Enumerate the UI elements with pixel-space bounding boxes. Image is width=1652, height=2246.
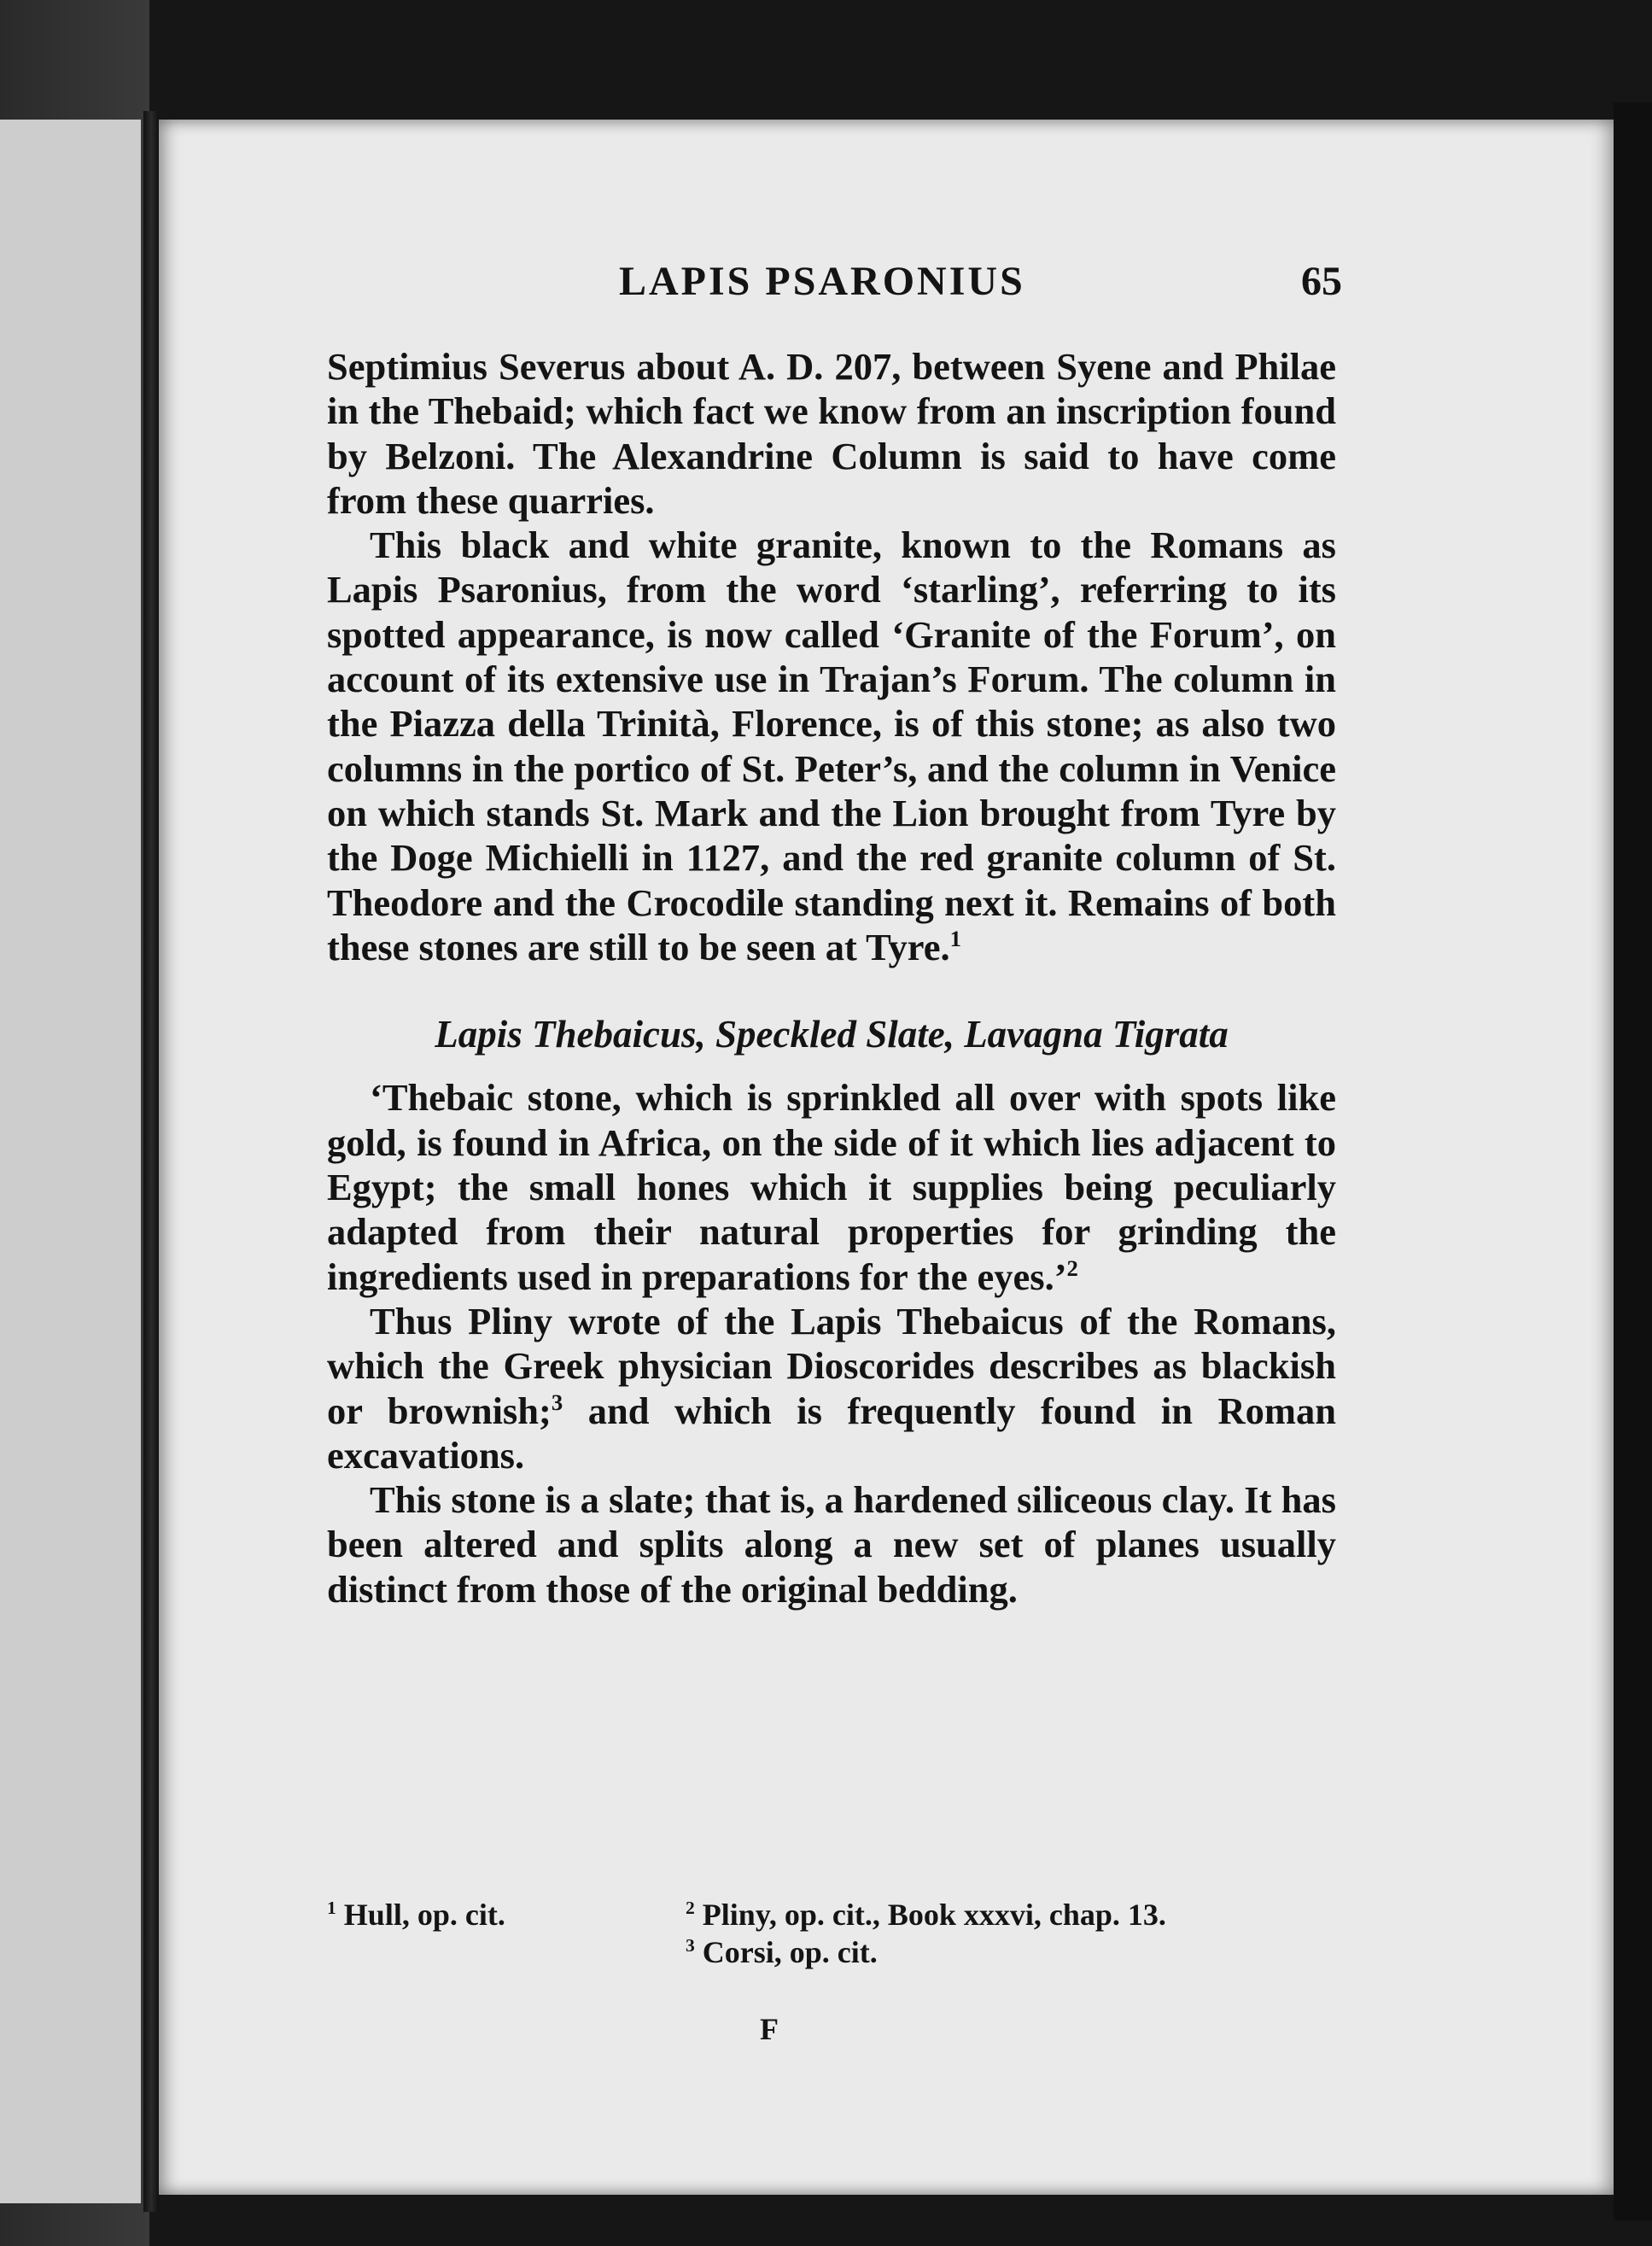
footnote-marker: 3 xyxy=(686,1935,695,1956)
footnote-text: Corsi, op. cit. xyxy=(702,1935,878,1969)
footnote-column-right xyxy=(686,1896,1166,1971)
footnote-marker: 2 xyxy=(686,1898,695,1918)
paragraph-pliny-quote xyxy=(327,1075,1336,1298)
footnote-2 xyxy=(686,1896,1166,1933)
paragraph-continuation: Septimius Severus about A. D. 207, between Syene and Philae in the Thebaid; which fact we know from an inscription found by Belzoni. The Alexandrine Column is said to have come from these quarries. xyxy=(327,345,1336,522)
page-header xyxy=(452,258,1342,318)
footnote-ref-3: 3 xyxy=(551,1389,563,1415)
paragraph-psaronius-text: This black and white granite, known to the Romans as Lapis Psaronius, from the word ‘starling’, referring to its spotted appearance, is now called ‘Granite of the Forum’, on account of its extensive use in Trajan’s Forum. The column in the Piazza della Trinità, Florence, is of this stone; as also two columns in the portico of St. Peter’s, and the column in Venice on which stands St. Mark and the Lion brought from Tyre by the Doge Michielli in 1127, and the red granite column of St. Theodore and the Crocodile standing next it. Remains of both these stones are still to be seen at Tyre. xyxy=(327,523,1336,968)
page-number: 65 xyxy=(1301,259,1342,304)
paragraph-dioscorides xyxy=(327,1299,1336,1477)
paragraph-pliny-quote-text: ‘Thebaic stone, which is sprinkled all over with spots like gold, is found in Africa, on the side of it which lies adjacent to Egypt; the small hones which it supplies being peculiarly adapted from their natural properties for grinding the ingredients used in preparations for the eyes.’ xyxy=(327,1076,1336,1298)
footnote-3 xyxy=(686,1933,1166,1971)
paragraph-slate: This stone is a slate; that is, a hardened siliceous clay. It has been altered and splits along a new set of planes usually distinct from those of the original bedding. xyxy=(327,1478,1336,1611)
book-spine-gutter xyxy=(143,111,159,2212)
section-heading: Lapis Thebaicus, Speckled Slate, Lavagna Tigrata xyxy=(435,1013,1229,1056)
footnote-ref-2: 2 xyxy=(1066,1255,1078,1281)
footnote-column-left xyxy=(327,1896,505,1933)
footnote-text: Pliny, op. cit., Book xxxvi, chap. 13. xyxy=(702,1898,1166,1932)
footnote-marker: 1 xyxy=(327,1898,336,1918)
right-page-edge xyxy=(1614,102,1652,2220)
left-page-sliver xyxy=(0,120,141,2203)
signature-mark: F xyxy=(760,2012,779,2046)
footnote-1 xyxy=(327,1896,505,1933)
footnote-ref-1: 1 xyxy=(949,926,961,952)
running-head: LAPIS PSARONIUS xyxy=(619,259,1025,304)
body-text xyxy=(327,344,1336,1611)
footnote-text: Hull, op. cit. xyxy=(343,1898,505,1932)
paragraph-psaronius xyxy=(327,523,1336,969)
paragraph-dioscorides-text-b: and which is frequently found in Roman excavations. xyxy=(327,1389,1336,1477)
paragraph-dioscorides-text-a: Thus Pliny wrote of the Lapis Thebaicus of the Romans, which the Greek physician Dioscorides describes as blackish or brownish; xyxy=(327,1299,1336,1432)
